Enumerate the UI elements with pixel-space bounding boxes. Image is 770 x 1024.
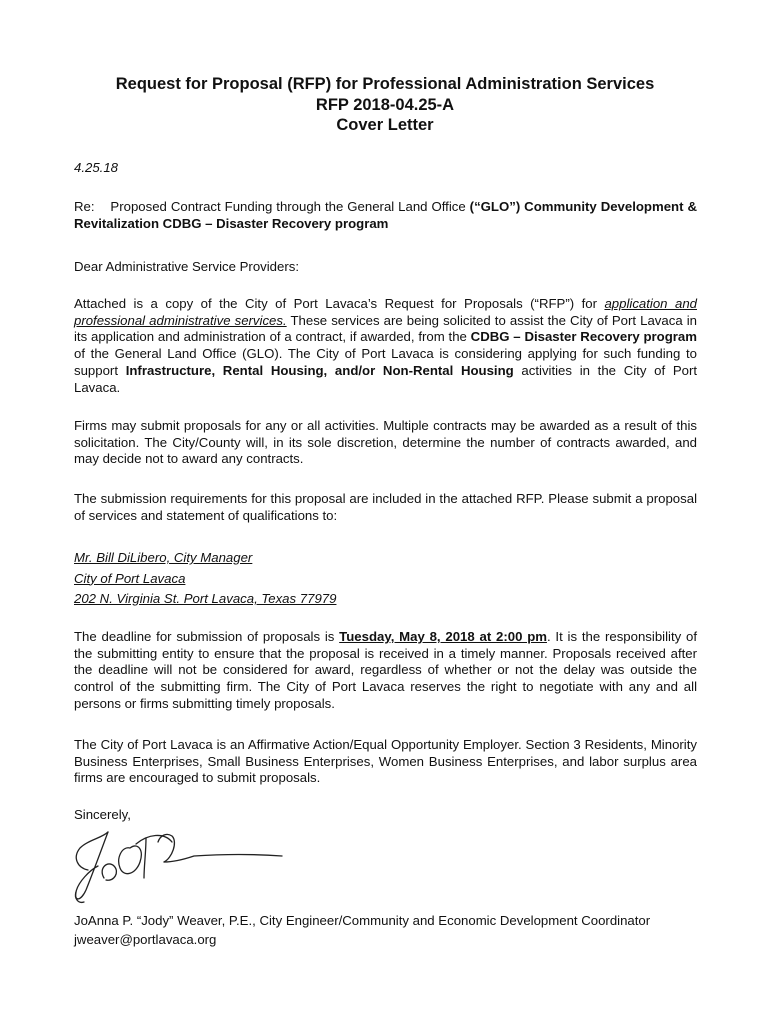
para4-text-1: The deadline for submission of proposals is [74, 629, 340, 644]
re-line [74, 199, 697, 232]
para1-services-emphasis: application and professional administrative services. [74, 296, 697, 328]
title-line-3: Cover Letter [336, 116, 434, 134]
document-title-block [0, 74, 770, 136]
paragraph-equal-opportunity: The City of Port Lavaca is an Affirmative Action/Equal Opportunity Employer. Section 3 Residents, Minority Business Enterprises, Small Business Enterprises, Women Business Enterprises, and labor surplus area firms are encouraged to submit proposals. [74, 737, 697, 786]
re-text: Proposed Contract Funding through the General Land Office [110, 199, 470, 214]
title-line-2: RFP 2018-04.25-A [315, 95, 455, 114]
letter-date: 4.25.18 [74, 160, 118, 175]
signer-block [74, 911, 697, 949]
address-line-2: City of Port Lavaca [74, 570, 186, 586]
closing: Sincerely, [74, 807, 131, 822]
paragraph-contracts: Firms may submit proposals for any or all activities. Multiple contracts may be awarded as a result of this solicitation. The City/County will, in its sole discretion, determine the number of contracts awarded, and may decide not to award any contracts. [74, 418, 697, 467]
signer-email[interactable]: jweaver@portlavaca.org [74, 932, 217, 947]
para1-activities-bold: Infrastructure, Rental Housing, and/or Non-Rental Housing [125, 362, 514, 378]
para1-program-bold: CDBG – Disaster Recovery program [470, 329, 697, 345]
paragraph-deadline [74, 629, 697, 713]
paragraph-submission: The submission requirements for this proposal are included in the attached RFP. Please submit a proposal of services and statement of qualifications to: [74, 491, 697, 523]
re-prefix: Re: [74, 199, 95, 214]
address-line-1: Mr. Bill DiLibero, City Manager [74, 550, 253, 565]
paragraph-intro [74, 296, 697, 396]
deadline-date: Tuesday, May 8, 2018 at 2:00 pm [339, 629, 547, 644]
title-line-1: Request for Proposal (RFP) for Professional Administration Services [115, 75, 655, 93]
handwritten-signature [64, 818, 294, 906]
salutation: Dear Administrative Service Providers: [74, 259, 299, 274]
para4-text-2: . It is the responsibility of the submitting entity to ensure that the proposal is received in a timely manner. Proposals received after the deadline will not be considered for award, regardless of whether or not the delay was outside the control of the submitting firm. The City of Port Lavaca reserves the right to negotiate with any and all persons or firms submitting timely proposals. [74, 629, 697, 711]
para1-text-3: of the General Land Office (GLO). The City of Port Lavaca is considering applying for such funding to support [74, 346, 697, 378]
mailing-address [74, 548, 697, 610]
signer-name-title: JoAnna P. “Jody” Weaver, P.E., City Engineer/Community and Economic Development Coordinator [74, 913, 651, 928]
re-program-name: (“GLO”) Community Development & Revitalization CDBG – Disaster Recovery program [74, 199, 697, 231]
para1-text-2: These services are being solicited to assist the City of Port Lavaca in its application and administration of a contract, if awarded, from the [74, 312, 697, 345]
address-line-3: 202 N. Virginia St. Port Lavaca, Texas 77979 [74, 591, 337, 606]
para1-text-4: activities in the City of Port Lavaca. [74, 362, 698, 395]
para1-text-1: Attached is a copy of the City of Port Lavaca’s Request for Proposals (“RFP”) for [74, 296, 605, 311]
